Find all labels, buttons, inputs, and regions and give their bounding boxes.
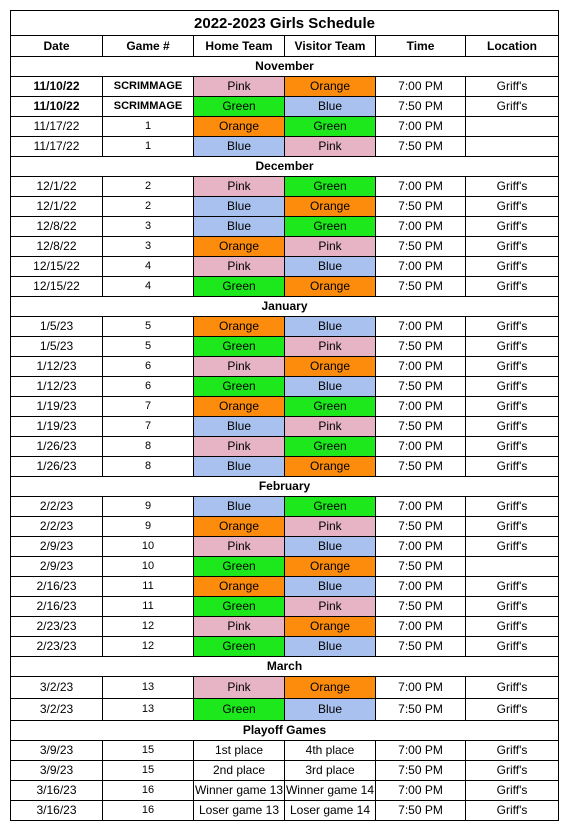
visitor-team-cell: Green bbox=[285, 437, 376, 457]
game-cell: SCRIMMAGE bbox=[103, 97, 194, 117]
date-cell: 3/16/23 bbox=[11, 801, 103, 821]
game-cell: SCRIMMAGE bbox=[103, 77, 194, 97]
time-cell: 7:00 PM bbox=[376, 677, 466, 699]
date-cell: 2/23/23 bbox=[11, 617, 103, 637]
location-cell: Griff's bbox=[466, 337, 559, 357]
time-cell: 7:00 PM bbox=[376, 537, 466, 557]
date-cell: 12/15/22 bbox=[11, 257, 103, 277]
location-cell: Griff's bbox=[466, 617, 559, 637]
game-cell: 4 bbox=[103, 257, 194, 277]
visitor-team-cell: Winner game 14 bbox=[285, 781, 376, 801]
date-cell: 1/26/23 bbox=[11, 437, 103, 457]
game-row bbox=[11, 537, 559, 557]
home-team-cell: Pink bbox=[194, 177, 285, 197]
location-cell: Griff's bbox=[466, 317, 559, 337]
date-cell: 12/15/22 bbox=[11, 277, 103, 297]
game-cell: 16 bbox=[103, 801, 194, 821]
visitor-team-cell: Orange bbox=[285, 457, 376, 477]
game-row bbox=[11, 397, 559, 417]
location-cell: Griff's bbox=[466, 377, 559, 397]
game-cell: 7 bbox=[103, 397, 194, 417]
game-cell: 2 bbox=[103, 177, 194, 197]
date-cell: 2/9/23 bbox=[11, 557, 103, 577]
location-cell bbox=[466, 557, 559, 577]
title-row bbox=[11, 11, 559, 36]
game-row bbox=[11, 97, 559, 117]
month-heading: November bbox=[11, 57, 559, 77]
time-cell: 7:00 PM bbox=[376, 177, 466, 197]
visitor-team-cell: Blue bbox=[285, 377, 376, 397]
date-cell: 3/16/23 bbox=[11, 781, 103, 801]
game-cell: 1 bbox=[103, 117, 194, 137]
visitor-team-cell: 3rd place bbox=[285, 761, 376, 781]
home-team-cell: 1st place bbox=[194, 741, 285, 761]
visitor-team-cell: Green bbox=[285, 497, 376, 517]
location-cell: Griff's bbox=[466, 357, 559, 377]
game-row bbox=[11, 257, 559, 277]
game-cell: 12 bbox=[103, 617, 194, 637]
date-cell: 11/17/22 bbox=[11, 117, 103, 137]
date-cell: 3/9/23 bbox=[11, 761, 103, 781]
home-team-cell: Blue bbox=[194, 217, 285, 237]
game-row bbox=[11, 637, 559, 657]
date-cell: 11/10/22 bbox=[11, 77, 103, 97]
time-cell: 7:50 PM bbox=[376, 377, 466, 397]
home-team-cell: Orange bbox=[194, 317, 285, 337]
date-cell: 1/5/23 bbox=[11, 337, 103, 357]
game-cell: 7 bbox=[103, 417, 194, 437]
time-cell: 7:00 PM bbox=[376, 781, 466, 801]
visitor-team-cell: Pink bbox=[285, 237, 376, 257]
location-cell: Griff's bbox=[466, 417, 559, 437]
visitor-team-cell: Pink bbox=[285, 417, 376, 437]
visitor-team-cell: Orange bbox=[285, 557, 376, 577]
game-cell: 5 bbox=[103, 337, 194, 357]
time-cell: 7:50 PM bbox=[376, 137, 466, 157]
time-cell: 7:50 PM bbox=[376, 417, 466, 437]
home-team-cell: Green bbox=[194, 557, 285, 577]
location-cell: Griff's bbox=[466, 457, 559, 477]
month-heading: December bbox=[11, 157, 559, 177]
home-team-cell: Blue bbox=[194, 417, 285, 437]
visitor-team-cell: Pink bbox=[285, 337, 376, 357]
location-cell: Griff's bbox=[466, 437, 559, 457]
visitor-team-cell: 4th place bbox=[285, 741, 376, 761]
game-cell: 4 bbox=[103, 277, 194, 297]
game-row bbox=[11, 77, 559, 97]
visitor-team-cell: Green bbox=[285, 177, 376, 197]
home-team-cell: Orange bbox=[194, 577, 285, 597]
schedule-table bbox=[10, 10, 559, 821]
date-cell: 2/9/23 bbox=[11, 537, 103, 557]
time-cell: 7:00 PM bbox=[376, 741, 466, 761]
time-cell: 7:50 PM bbox=[376, 801, 466, 821]
time-cell: 7:00 PM bbox=[376, 497, 466, 517]
visitor-team-cell: Orange bbox=[285, 677, 376, 699]
month-row bbox=[11, 477, 559, 497]
home-team-cell: Green bbox=[194, 699, 285, 721]
game-row bbox=[11, 781, 559, 801]
time-cell: 7:00 PM bbox=[376, 117, 466, 137]
game-row bbox=[11, 377, 559, 397]
location-cell: Griff's bbox=[466, 699, 559, 721]
month-row bbox=[11, 157, 559, 177]
time-cell: 7:50 PM bbox=[376, 197, 466, 217]
game-row bbox=[11, 137, 559, 157]
home-team-cell: Blue bbox=[194, 497, 285, 517]
location-cell: Griff's bbox=[466, 761, 559, 781]
visitor-team-cell: Orange bbox=[285, 617, 376, 637]
location-cell: Griff's bbox=[466, 237, 559, 257]
date-cell: 1/19/23 bbox=[11, 417, 103, 437]
home-team-cell: Pink bbox=[194, 257, 285, 277]
visitor-team-cell: Blue bbox=[285, 97, 376, 117]
home-team-cell: Orange bbox=[194, 517, 285, 537]
home-team-cell: Green bbox=[194, 637, 285, 657]
header-row bbox=[11, 36, 559, 57]
time-cell: 7:00 PM bbox=[376, 77, 466, 97]
visitor-team-cell: Loser game 14 bbox=[285, 801, 376, 821]
game-row bbox=[11, 117, 559, 137]
game-cell: 2 bbox=[103, 197, 194, 217]
time-cell: 7:00 PM bbox=[376, 617, 466, 637]
time-cell: 7:50 PM bbox=[376, 699, 466, 721]
home-team-cell: Pink bbox=[194, 617, 285, 637]
game-cell: 8 bbox=[103, 437, 194, 457]
header-home-team: Home Team bbox=[194, 36, 285, 57]
game-row bbox=[11, 437, 559, 457]
home-team-cell: Blue bbox=[194, 137, 285, 157]
time-cell: 7:50 PM bbox=[376, 337, 466, 357]
month-row bbox=[11, 57, 559, 77]
date-cell: 2/2/23 bbox=[11, 497, 103, 517]
home-team-cell: Blue bbox=[194, 197, 285, 217]
home-team-cell: Green bbox=[194, 277, 285, 297]
date-cell: 2/16/23 bbox=[11, 597, 103, 617]
month-heading: February bbox=[11, 477, 559, 497]
game-cell: 1 bbox=[103, 137, 194, 157]
game-row bbox=[11, 761, 559, 781]
visitor-team-cell: Blue bbox=[285, 257, 376, 277]
game-row bbox=[11, 617, 559, 637]
location-cell: Griff's bbox=[466, 177, 559, 197]
time-cell: 7:00 PM bbox=[376, 577, 466, 597]
date-cell: 1/5/23 bbox=[11, 317, 103, 337]
time-cell: 7:00 PM bbox=[376, 437, 466, 457]
game-row bbox=[11, 337, 559, 357]
home-team-cell: Green bbox=[194, 97, 285, 117]
date-cell: 11/17/22 bbox=[11, 137, 103, 157]
game-cell: 13 bbox=[103, 699, 194, 721]
time-cell: 7:50 PM bbox=[376, 97, 466, 117]
header-time: Time bbox=[376, 36, 466, 57]
time-cell: 7:50 PM bbox=[376, 637, 466, 657]
game-cell: 11 bbox=[103, 597, 194, 617]
game-cell: 6 bbox=[103, 357, 194, 377]
date-cell: 12/1/22 bbox=[11, 197, 103, 217]
home-team-cell: Pink bbox=[194, 437, 285, 457]
home-team-cell: Pink bbox=[194, 537, 285, 557]
home-team-cell: Orange bbox=[194, 397, 285, 417]
game-row bbox=[11, 317, 559, 337]
time-cell: 7:00 PM bbox=[376, 397, 466, 417]
game-row bbox=[11, 457, 559, 477]
time-cell: 7:50 PM bbox=[376, 761, 466, 781]
time-cell: 7:00 PM bbox=[376, 357, 466, 377]
game-row bbox=[11, 497, 559, 517]
game-cell: 5 bbox=[103, 317, 194, 337]
location-cell: Griff's bbox=[466, 677, 559, 699]
game-cell: 10 bbox=[103, 537, 194, 557]
visitor-team-cell: Blue bbox=[285, 537, 376, 557]
location-cell: Griff's bbox=[466, 741, 559, 761]
header-visitor-team: Visitor Team bbox=[285, 36, 376, 57]
location-cell: Griff's bbox=[466, 397, 559, 417]
game-row bbox=[11, 177, 559, 197]
visitor-team-cell: Green bbox=[285, 217, 376, 237]
game-cell: 3 bbox=[103, 217, 194, 237]
location-cell: Griff's bbox=[466, 77, 559, 97]
visitor-team-cell: Orange bbox=[285, 277, 376, 297]
location-cell: Griff's bbox=[466, 97, 559, 117]
month-row bbox=[11, 657, 559, 677]
date-cell: 12/8/22 bbox=[11, 217, 103, 237]
location-cell: Griff's bbox=[466, 597, 559, 617]
time-cell: 7:50 PM bbox=[376, 237, 466, 257]
home-team-cell: Blue bbox=[194, 457, 285, 477]
date-cell: 1/12/23 bbox=[11, 377, 103, 397]
visitor-team-cell: Green bbox=[285, 117, 376, 137]
location-cell: Griff's bbox=[466, 577, 559, 597]
month-heading: March bbox=[11, 657, 559, 677]
date-cell: 3/9/23 bbox=[11, 741, 103, 761]
date-cell: 1/19/23 bbox=[11, 397, 103, 417]
location-cell bbox=[466, 117, 559, 137]
date-cell: 12/8/22 bbox=[11, 237, 103, 257]
visitor-team-cell: Pink bbox=[285, 137, 376, 157]
header-game: Game # bbox=[103, 36, 194, 57]
game-row bbox=[11, 677, 559, 699]
game-cell: 12 bbox=[103, 637, 194, 657]
location-cell: Griff's bbox=[466, 517, 559, 537]
game-row bbox=[11, 197, 559, 217]
header-location: Location bbox=[466, 36, 559, 57]
visitor-team-cell: Blue bbox=[285, 699, 376, 721]
game-row bbox=[11, 699, 559, 721]
visitor-team-cell: Pink bbox=[285, 597, 376, 617]
home-team-cell: Green bbox=[194, 597, 285, 617]
game-row bbox=[11, 357, 559, 377]
location-cell: Griff's bbox=[466, 257, 559, 277]
time-cell: 7:00 PM bbox=[376, 257, 466, 277]
home-team-cell: 2nd place bbox=[194, 761, 285, 781]
location-cell bbox=[466, 137, 559, 157]
time-cell: 7:50 PM bbox=[376, 517, 466, 537]
game-row bbox=[11, 597, 559, 617]
game-row bbox=[11, 417, 559, 437]
date-cell: 3/2/23 bbox=[11, 677, 103, 699]
home-team-cell: Pink bbox=[194, 677, 285, 699]
game-row bbox=[11, 217, 559, 237]
game-row bbox=[11, 741, 559, 761]
game-cell: 8 bbox=[103, 457, 194, 477]
game-cell: 9 bbox=[103, 497, 194, 517]
date-cell: 2/16/23 bbox=[11, 577, 103, 597]
date-cell: 12/1/22 bbox=[11, 177, 103, 197]
game-cell: 6 bbox=[103, 377, 194, 397]
home-team-cell: Orange bbox=[194, 117, 285, 137]
date-cell: 3/2/23 bbox=[11, 699, 103, 721]
home-team-cell: Green bbox=[194, 337, 285, 357]
home-team-cell: Pink bbox=[194, 357, 285, 377]
visitor-team-cell: Blue bbox=[285, 577, 376, 597]
home-team-cell: Green bbox=[194, 377, 285, 397]
date-cell: 2/23/23 bbox=[11, 637, 103, 657]
header-date: Date bbox=[11, 36, 103, 57]
visitor-team-cell: Blue bbox=[285, 317, 376, 337]
home-team-cell: Loser game 13 bbox=[194, 801, 285, 821]
date-cell: 2/2/23 bbox=[11, 517, 103, 537]
location-cell: Griff's bbox=[466, 497, 559, 517]
game-cell: 15 bbox=[103, 761, 194, 781]
home-team-cell: Orange bbox=[194, 237, 285, 257]
month-row bbox=[11, 297, 559, 317]
date-cell: 1/26/23 bbox=[11, 457, 103, 477]
time-cell: 7:50 PM bbox=[376, 457, 466, 477]
game-cell: 3 bbox=[103, 237, 194, 257]
schedule-title: 2022-2023 Girls Schedule bbox=[11, 11, 559, 36]
location-cell: Griff's bbox=[466, 801, 559, 821]
month-heading: January bbox=[11, 297, 559, 317]
game-row bbox=[11, 517, 559, 537]
game-cell: 10 bbox=[103, 557, 194, 577]
game-cell: 15 bbox=[103, 741, 194, 761]
game-cell: 16 bbox=[103, 781, 194, 801]
date-cell: 11/10/22 bbox=[11, 97, 103, 117]
location-cell: Griff's bbox=[466, 197, 559, 217]
location-cell: Griff's bbox=[466, 637, 559, 657]
month-heading: Playoff Games bbox=[11, 721, 559, 741]
time-cell: 7:00 PM bbox=[376, 317, 466, 337]
visitor-team-cell: Orange bbox=[285, 77, 376, 97]
location-cell: Griff's bbox=[466, 781, 559, 801]
location-cell: Griff's bbox=[466, 537, 559, 557]
location-cell: Griff's bbox=[466, 277, 559, 297]
home-team-cell: Pink bbox=[194, 77, 285, 97]
time-cell: 7:50 PM bbox=[376, 597, 466, 617]
game-cell: 11 bbox=[103, 577, 194, 597]
game-row bbox=[11, 557, 559, 577]
game-row bbox=[11, 237, 559, 257]
location-cell: Griff's bbox=[466, 217, 559, 237]
visitor-team-cell: Blue bbox=[285, 637, 376, 657]
visitor-team-cell: Orange bbox=[285, 197, 376, 217]
date-cell: 1/12/23 bbox=[11, 357, 103, 377]
time-cell: 7:00 PM bbox=[376, 217, 466, 237]
game-row bbox=[11, 277, 559, 297]
home-team-cell: Winner game 13 bbox=[194, 781, 285, 801]
visitor-team-cell: Green bbox=[285, 397, 376, 417]
time-cell: 7:50 PM bbox=[376, 557, 466, 577]
visitor-team-cell: Orange bbox=[285, 357, 376, 377]
game-cell: 13 bbox=[103, 677, 194, 699]
visitor-team-cell: Pink bbox=[285, 517, 376, 537]
game-row bbox=[11, 577, 559, 597]
game-cell: 9 bbox=[103, 517, 194, 537]
time-cell: 7:50 PM bbox=[376, 277, 466, 297]
game-row bbox=[11, 801, 559, 821]
month-row bbox=[11, 721, 559, 741]
